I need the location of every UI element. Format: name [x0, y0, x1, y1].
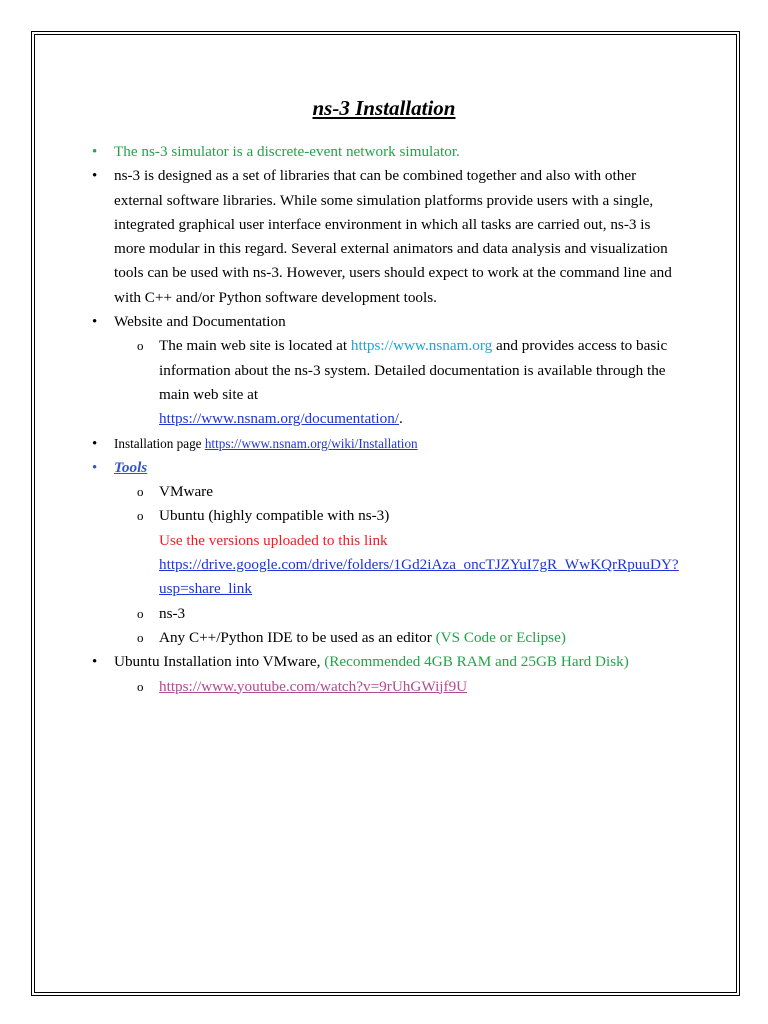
main-bullet-list — [92, 140, 682, 699]
tool-ubuntu-text: Ubuntu (highly compatible with ns-3) — [159, 507, 390, 525]
tool-ide-text: Any C++/Python IDE to be used as an editor — [159, 628, 436, 646]
page-title: ns-3 Installation — [312, 96, 456, 120]
ubuntu-install-text: Ubuntu Installation into VMware, — [114, 653, 325, 671]
google-drive-link[interactable]: https://drive.google.com/drive/folders/1Gd2iAza_oncTJZYuI7gR_WwKQrRpuuDY?usp=share_link — [159, 556, 679, 598]
ide-examples-note: (VS Code or Eclipse) — [435, 628, 566, 646]
list-item-website — [92, 310, 682, 431]
tool-vmware — [137, 480, 682, 504]
design-text: ns-3 is designed as a set of libraries that can be combined together and also with other external software libraries. While some simulation platforms provide users with a single, integrated graphical user interface environment in which all tasks are carried out, ns-3 is more modular in this regard. Several external animators and data analysis and visualization tools can be used with ns-3. However, users should expect to work at the command line and with C++ and/or Python software development tools. — [114, 167, 672, 306]
tool-ns3 — [137, 602, 682, 626]
list-item-ubuntu-install — [92, 650, 682, 699]
nsnam-site-link[interactable]: https://www.nsnam.org — [350, 337, 493, 355]
list-item-tools — [92, 456, 682, 650]
intro-text: The ns-3 simulator is a discrete-event network simulator. — [114, 143, 460, 160]
ubuntu-install-requirements: (Recommended 4GB RAM and 25GB Hard Disk) — [324, 653, 629, 671]
tools-sublist — [137, 480, 682, 650]
ubuntu-versions-note: Use the versions uploaded to this link — [159, 531, 388, 549]
tools-heading: Tools — [114, 458, 148, 476]
document-body — [92, 140, 682, 699]
tool-ubuntu — [137, 504, 682, 601]
tool-vmware-text: VMware — [159, 483, 213, 501]
tool-ns3-text: ns-3 — [159, 604, 186, 622]
ubuntu-install-sublist — [137, 675, 682, 699]
install-page-label: Installation page — [114, 435, 205, 451]
youtube-tutorial-link[interactable]: https://www.youtube.com/watch?v=9rUhGWijf9U — [159, 677, 468, 695]
list-item-website-detail — [137, 334, 682, 431]
website-prefix: The main web site is located at — [159, 337, 351, 355]
installation-wiki-link[interactable]: https://www.nsnam.org/wiki/Installation — [204, 435, 418, 451]
documentation-link[interactable]: https://www.nsnam.org/documentation/ — [159, 410, 400, 428]
list-item-intro — [92, 140, 682, 164]
website-suffix: . — [399, 410, 403, 428]
website-heading: Website and Documentation — [114, 313, 286, 331]
website-sublist — [137, 334, 682, 431]
list-item-youtube — [137, 675, 682, 699]
tool-ide — [137, 626, 682, 650]
list-item-design — [92, 164, 682, 310]
list-item-install-page — [92, 432, 682, 456]
website-middle: and provides access to basic information about the ns-3 system. Detailed documentation is available through the main web site at — [159, 337, 668, 403]
